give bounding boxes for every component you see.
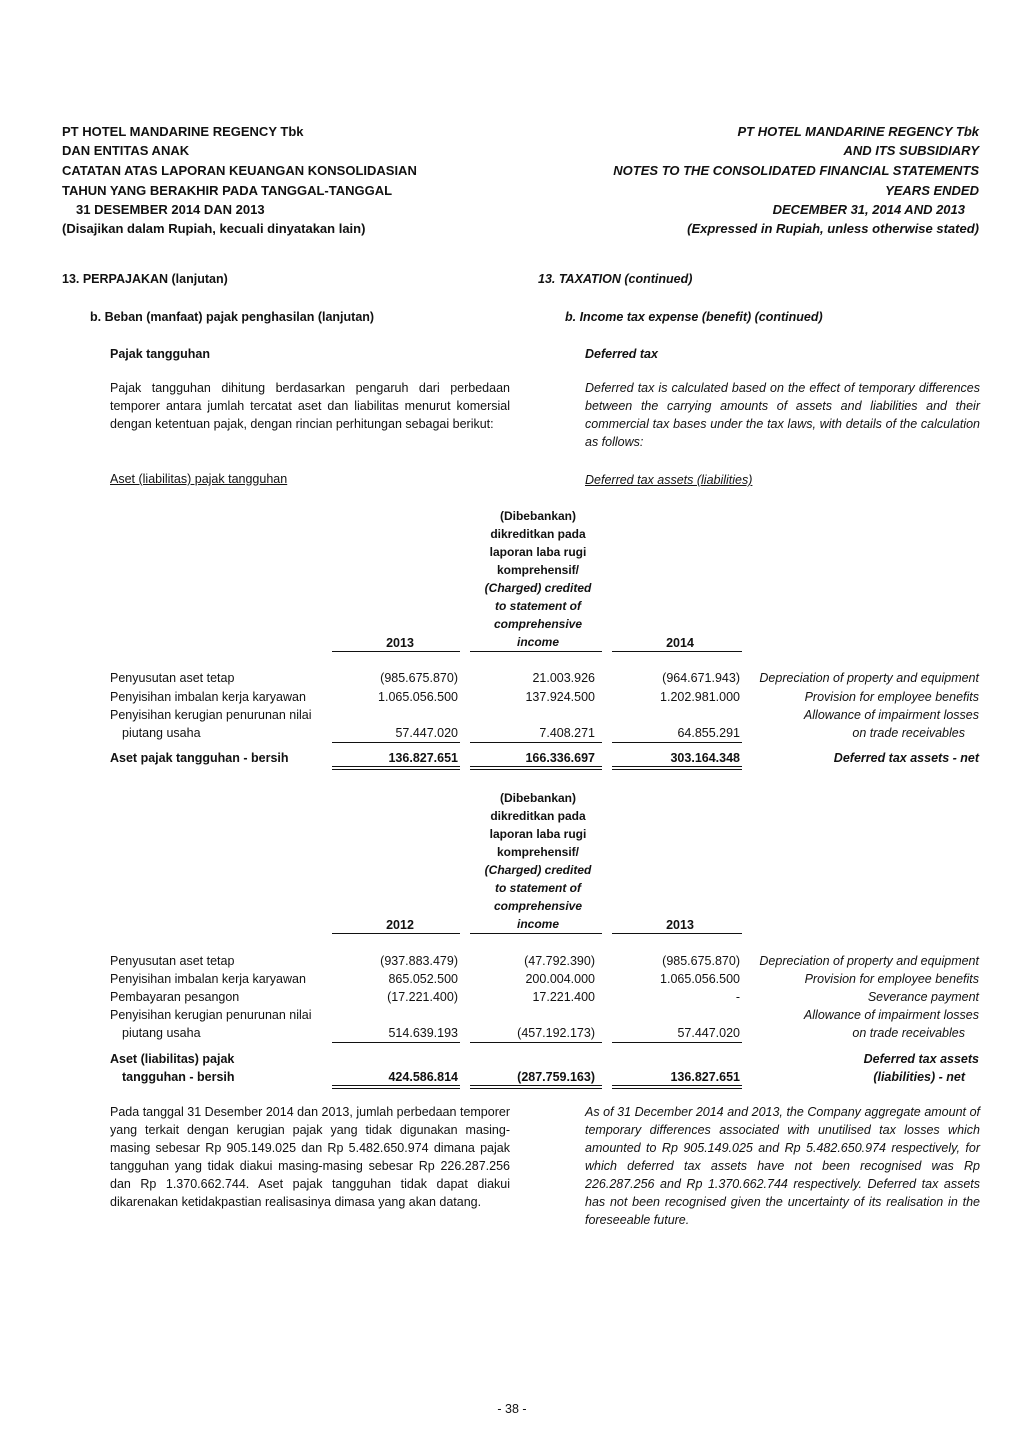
- mid-header-line-en: to statement of: [494, 881, 581, 895]
- total-movement: 166.336.697: [525, 751, 595, 765]
- total-movement: (287.759.163): [517, 1070, 595, 1084]
- mid-header-line-en: (Charged) credited: [484, 863, 592, 877]
- row-label-en: Allowance of impairment losses: [803, 708, 979, 722]
- total-label: tangguhan - bersih: [122, 1070, 235, 1084]
- report-title: CATATAN ATAS LAPORAN KEUANGAN KONSOLIDASIAN: [62, 163, 417, 178]
- total-label: Aset (liabilitas) pajak: [110, 1052, 235, 1066]
- mid-header-line: komprehensif/: [496, 845, 580, 859]
- total-double-line: [612, 766, 742, 770]
- row-label: Penyusutan aset tetap: [110, 671, 235, 685]
- mid-header-line: laporan laba rugi: [489, 827, 587, 841]
- subheading: Pajak tangguhan: [110, 347, 211, 361]
- company-name-en: PT HOTEL MANDARINE REGENCY Tbk: [737, 124, 979, 139]
- mid-header-line: (Dibebankan): [499, 791, 576, 805]
- value-end: 57.447.020: [677, 1026, 740, 1040]
- section-title: 13. PERPAJAKAN (lanjutan): [62, 272, 228, 286]
- total-end: 136.827.651: [670, 1070, 740, 1084]
- table-title-en: Deferred tax assets (liabilities): [585, 473, 753, 487]
- mid-header-line-en: comprehensive: [493, 617, 583, 631]
- row-label: Penyisihan imbalan kerja karyawan: [110, 690, 306, 704]
- row-label: Penyusutan aset tetap: [110, 954, 235, 968]
- row-label-en: Provision for employee benefits: [804, 690, 979, 704]
- value-end: 1.202.981.000: [660, 690, 740, 704]
- value-end: (964.671.943): [662, 671, 740, 685]
- value-start: (985.675.870): [380, 671, 458, 685]
- report-dates-en: DECEMBER 31, 2014 AND 2013: [772, 202, 965, 217]
- total-double-line: [332, 1085, 460, 1089]
- total-label-en: Deferred tax assets - net: [833, 751, 979, 765]
- total-end: 303.164.348: [670, 751, 740, 765]
- report-currency-note: (Disajikan dalam Rupiah, kecuali dinyatakan lain): [62, 221, 366, 236]
- value-end: 64.855.291: [677, 726, 740, 740]
- movement-column-header: [468, 789, 608, 933]
- column-header-end-year: 2013: [666, 918, 694, 932]
- subsection-title: b. Beban (manfaat) pajak penghasilan (lanjutan): [90, 310, 375, 324]
- total-start: 136.827.651: [388, 751, 458, 765]
- total-label: Aset pajak tangguhan - bersih: [110, 751, 289, 765]
- subsection-title-en: b. Income tax expense (benefit) (continued): [565, 310, 823, 324]
- row-label: Penyisihan kerugian penurunan nilai: [110, 708, 312, 722]
- total-start: 424.586.814: [388, 1070, 458, 1084]
- value-start: 1.065.056.500: [378, 690, 458, 704]
- row-label: piutang usaha: [122, 726, 201, 740]
- header-underline: [470, 933, 602, 934]
- row-label: Pembayaran pesangon: [110, 990, 240, 1004]
- subtotal-line: [612, 742, 742, 743]
- report-period: TAHUN YANG BERAKHIR PADA TANGGAL-TANGGAL: [62, 183, 393, 198]
- table-title: Aset (liabilitas) pajak tangguhan: [110, 472, 288, 486]
- value-end: (985.675.870): [662, 954, 740, 968]
- value-start: 865.052.500: [388, 972, 458, 986]
- movement-column-header: [468, 507, 608, 651]
- value-start: 514.639.193: [388, 1026, 458, 1040]
- mid-header-line: dikreditkan pada: [490, 809, 586, 823]
- report-period-en: YEARS ENDED: [885, 183, 979, 198]
- value-start: (937.883.479): [380, 954, 458, 968]
- column-header-end-year: 2014: [666, 636, 694, 650]
- row-label-en: Depreciation of property and equipment: [759, 954, 979, 968]
- row-label: Penyisihan kerugian penurunan nilai: [110, 1008, 312, 1022]
- value-start: 57.447.020: [395, 726, 458, 740]
- value-start: (17.221.400): [387, 990, 458, 1004]
- header-underline: [470, 651, 602, 652]
- value-movement: 137.924.500: [525, 690, 595, 704]
- subtotal-line: [470, 1042, 602, 1043]
- total-double-line: [332, 766, 460, 770]
- row-label-en: Allowance of impairment losses: [803, 1008, 979, 1022]
- total-double-line: [470, 1085, 602, 1089]
- mid-header-line-en: to statement of: [494, 599, 581, 613]
- subtotal-line: [332, 1042, 460, 1043]
- mid-header-line-en: comprehensive: [493, 899, 583, 913]
- total-label-en: Deferred tax assets: [863, 1052, 979, 1066]
- header-underline: [612, 933, 742, 934]
- value-movement: 200.004.000: [525, 972, 595, 986]
- value-movement: 21.003.926: [532, 671, 595, 685]
- row-label-en: on trade receivables: [852, 1026, 965, 1040]
- mid-header-line-en: (Charged) credited: [484, 581, 592, 595]
- value-end: 1.065.056.500: [660, 972, 740, 986]
- section-title-en: 13. TAXATION (continued): [538, 272, 693, 286]
- report-title-en: NOTES TO THE CONSOLIDATED FINANCIAL STATEMENTS: [613, 163, 979, 178]
- total-label-en: (liabilities) - net: [873, 1070, 965, 1084]
- row-label-en: on trade receivables: [852, 726, 965, 740]
- header-underline: [332, 933, 460, 934]
- row-label-en: Severance payment: [867, 990, 979, 1004]
- value-movement: (457.192.173): [517, 1026, 595, 1040]
- row-label: Penyisihan imbalan kerja karyawan: [110, 972, 306, 986]
- row-label-en: Provision for employee benefits: [804, 972, 979, 986]
- column-header-start-year: 2012: [386, 918, 414, 932]
- value-movement: 17.221.400: [532, 990, 595, 1004]
- closing-paragraph-en: As of 31 December 2014 and 2013, the Company aggregate amount of temporary differences associated with unutilised tax losses which amounted to Rp 905.149.025 and Rp 5.482.650.974 respectively, for which deferred tax assets have not been recognised was Rp 226.287.256 and Rp 1.370.662.744 respectively. Deferred tax assets has not been recognised given the uncertainty of its realisation in the foreseeable future.: [585, 1105, 980, 1227]
- mid-header-line: komprehensif/: [496, 563, 580, 577]
- row-label: piutang usaha: [122, 1026, 201, 1040]
- intro-paragraph-en: Deferred tax is calculated based on the effect of temporary differences between the carrying amounts of assets and liabilities and their commercial tax bases under the tax laws, with details of the calculation as follows:: [585, 381, 980, 449]
- value-movement: 7.408.271: [539, 726, 595, 740]
- header-underline: [332, 651, 460, 652]
- report-currency-note-en: (Expressed in Rupiah, unless otherwise stated): [687, 221, 979, 236]
- subtotal-line: [470, 742, 602, 743]
- page-number: - 38 -: [497, 1402, 527, 1416]
- value-end: -: [735, 990, 740, 1004]
- company-name: PT HOTEL MANDARINE REGENCY Tbk: [62, 124, 304, 139]
- mid-header-line: dikreditkan pada: [490, 527, 586, 541]
- mid-header-line: (Dibebankan): [499, 509, 576, 523]
- company-subsidiary: DAN ENTITAS ANAK: [62, 143, 190, 158]
- intro-paragraph: Pajak tangguhan dihitung berdasarkan pengaruh dari perbedaan temporer antara jumlah tercatat aset dan liabilitas menurut komersial dengan ketentuan pajak, dengan rincian perhitungan sebagai berikut:: [110, 381, 510, 431]
- closing-paragraph: Pada tanggal 31 Desember 2014 dan 2013, jumlah perbedaan temporer yang terkait dengan kerugian pajak yang tidak digunakan masing-masing sebesar Rp 905.149.025 dan Rp 5.482.650.974 dimana pajak tangguhan yang tidak diakui masing-masing sebesar Rp 226.287.256 dan Rp 1.370.662.744. Aset pajak tangguhan tidak dapat diakui dikarenakan ketidakpastian realisasinya dimasa yang akan datang.: [110, 1105, 510, 1209]
- total-double-line: [470, 766, 602, 770]
- total-double-line: [612, 1085, 742, 1089]
- subtotal-line: [612, 1042, 742, 1043]
- mid-header-line-en: income: [516, 917, 559, 931]
- header-underline: [612, 651, 742, 652]
- company-subsidiary-en: AND ITS SUBSIDIARY: [843, 143, 979, 158]
- mid-header-line-en: income: [516, 635, 559, 649]
- subtotal-line: [332, 742, 460, 743]
- column-header-start-year: 2013: [386, 636, 414, 650]
- row-label-en: Depreciation of property and equipment: [759, 671, 979, 685]
- subheading-en: Deferred tax: [585, 347, 658, 361]
- mid-header-line: laporan laba rugi: [489, 545, 587, 559]
- report-dates: 31 DESEMBER 2014 DAN 2013: [76, 202, 265, 217]
- value-movement: (47.792.390): [524, 954, 595, 968]
